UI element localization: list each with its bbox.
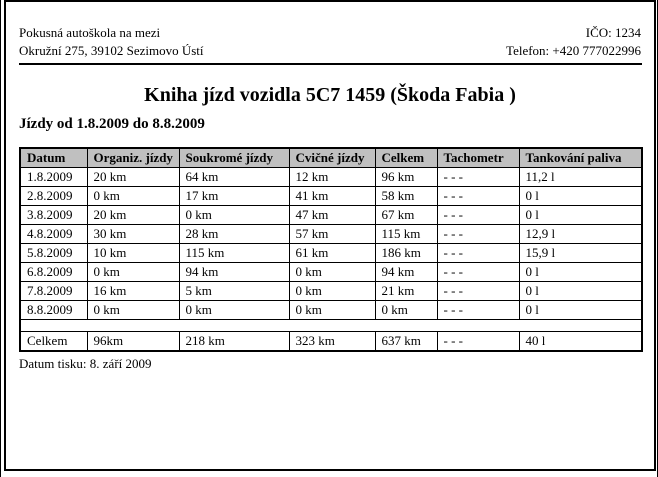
table-cell: - - -: [437, 225, 519, 244]
table-cell: 5 km: [179, 282, 289, 301]
table-row: [20, 282, 642, 301]
table-cell: 10 km: [87, 244, 179, 263]
summary-cell: Celkem: [20, 332, 87, 352]
table-cell: - - -: [437, 301, 519, 320]
table-row: [20, 225, 642, 244]
table-cell: 0 l: [519, 187, 642, 206]
table-cell: 12,9 l: [519, 225, 642, 244]
column-header: Datum: [20, 148, 87, 168]
table-cell: 30 km: [87, 225, 179, 244]
table-cell: 186 km: [375, 244, 437, 263]
company-ico: IČO: 1234: [585, 25, 641, 40]
contact-block: [506, 24, 641, 60]
table-cell: 94 km: [179, 263, 289, 282]
column-header: Celkem: [375, 148, 437, 168]
report-title: Kniha jízd vozidla 5C7 1459 (Škoda Fabia ): [144, 84, 516, 106]
table-header-row: [20, 148, 642, 168]
company-block: [19, 24, 204, 60]
table-cell: 0 l: [519, 263, 642, 282]
column-header: Tachometr: [437, 148, 519, 168]
summary-cell: 40 l: [519, 332, 642, 352]
table-row: [20, 187, 642, 206]
table-cell: 0 km: [87, 187, 179, 206]
table-cell: 5.8.2009: [20, 244, 87, 263]
column-header: Tankování paliva: [519, 148, 642, 168]
table-cell: - - -: [437, 282, 519, 301]
table-cell: 20 km: [87, 168, 179, 187]
print-date: Datum tisku: 8. září 2009: [19, 356, 152, 371]
table-row: [20, 206, 642, 225]
company-phone: Telefon: +420 777022996: [506, 43, 641, 58]
report-page: [4, 0, 656, 471]
table-cell: 64 km: [179, 168, 289, 187]
summary-row: [20, 332, 642, 352]
table-cell: 8.8.2009: [20, 301, 87, 320]
summary-cell: 218 km: [179, 332, 289, 352]
table-cell: 0 l: [519, 282, 642, 301]
table-cell: 96 km: [375, 168, 437, 187]
table-cell: 0 km: [87, 301, 179, 320]
table-cell: - - -: [437, 187, 519, 206]
table-cell: 57 km: [289, 225, 375, 244]
table-cell: 11,2 l: [519, 168, 642, 187]
spacer-row: [20, 320, 642, 332]
spacer-cell: [20, 320, 642, 332]
company-address: Okružní 275, 39102 Sezimovo Ústí: [19, 43, 204, 58]
table-cell: 16 km: [87, 282, 179, 301]
table-cell: 2.8.2009: [20, 187, 87, 206]
table-cell: 28 km: [179, 225, 289, 244]
table-cell: 0 km: [289, 263, 375, 282]
table-cell: 0 km: [289, 282, 375, 301]
table-cell: - - -: [437, 244, 519, 263]
column-header: Soukromé jízdy: [179, 148, 289, 168]
table-cell: 3.8.2009: [20, 206, 87, 225]
table-cell: 41 km: [289, 187, 375, 206]
table-cell: 20 km: [87, 206, 179, 225]
table-cell: 58 km: [375, 187, 437, 206]
table-cell: 0 km: [87, 263, 179, 282]
table-cell: 115 km: [375, 225, 437, 244]
column-header: Organiz. jízdy: [87, 148, 179, 168]
table-cell: 15,9 l: [519, 244, 642, 263]
table-cell: 61 km: [289, 244, 375, 263]
table-row: [20, 168, 642, 187]
column-header: Cvičné jízdy: [289, 148, 375, 168]
table-cell: 12 km: [289, 168, 375, 187]
table-cell: - - -: [437, 168, 519, 187]
table-row: [20, 244, 642, 263]
table-cell: - - -: [437, 206, 519, 225]
table-row: [20, 263, 642, 282]
table-cell: 7.8.2009: [20, 282, 87, 301]
table-cell: 0 l: [519, 301, 642, 320]
table-cell: 0 l: [519, 206, 642, 225]
table-cell: 0 km: [289, 301, 375, 320]
table-cell: 115 km: [179, 244, 289, 263]
table-cell: 4.8.2009: [20, 225, 87, 244]
trips-table: [19, 147, 643, 352]
table-cell: 0 km: [179, 301, 289, 320]
summary-cell: 637 km: [375, 332, 437, 352]
table-cell: 94 km: [375, 263, 437, 282]
table-cell: 1.8.2009: [20, 168, 87, 187]
summary-cell: - - -: [437, 332, 519, 352]
table-row: [20, 301, 642, 320]
table-cell: 6.8.2009: [20, 263, 87, 282]
table-cell: 0 km: [375, 301, 437, 320]
company-name: Pokusná autoškola na mezi: [19, 25, 161, 40]
table-cell: 0 km: [179, 206, 289, 225]
table-cell: 21 km: [375, 282, 437, 301]
report-subtitle: Jízdy od 1.8.2009 do 8.8.2009: [19, 116, 205, 132]
trips-table-body: [20, 168, 642, 352]
summary-cell: 96km: [87, 332, 179, 352]
table-cell: 17 km: [179, 187, 289, 206]
summary-cell: 323 km: [289, 332, 375, 352]
table-cell: 47 km: [289, 206, 375, 225]
table-cell: - - -: [437, 263, 519, 282]
header-divider: [19, 63, 642, 65]
table-cell: 67 km: [375, 206, 437, 225]
